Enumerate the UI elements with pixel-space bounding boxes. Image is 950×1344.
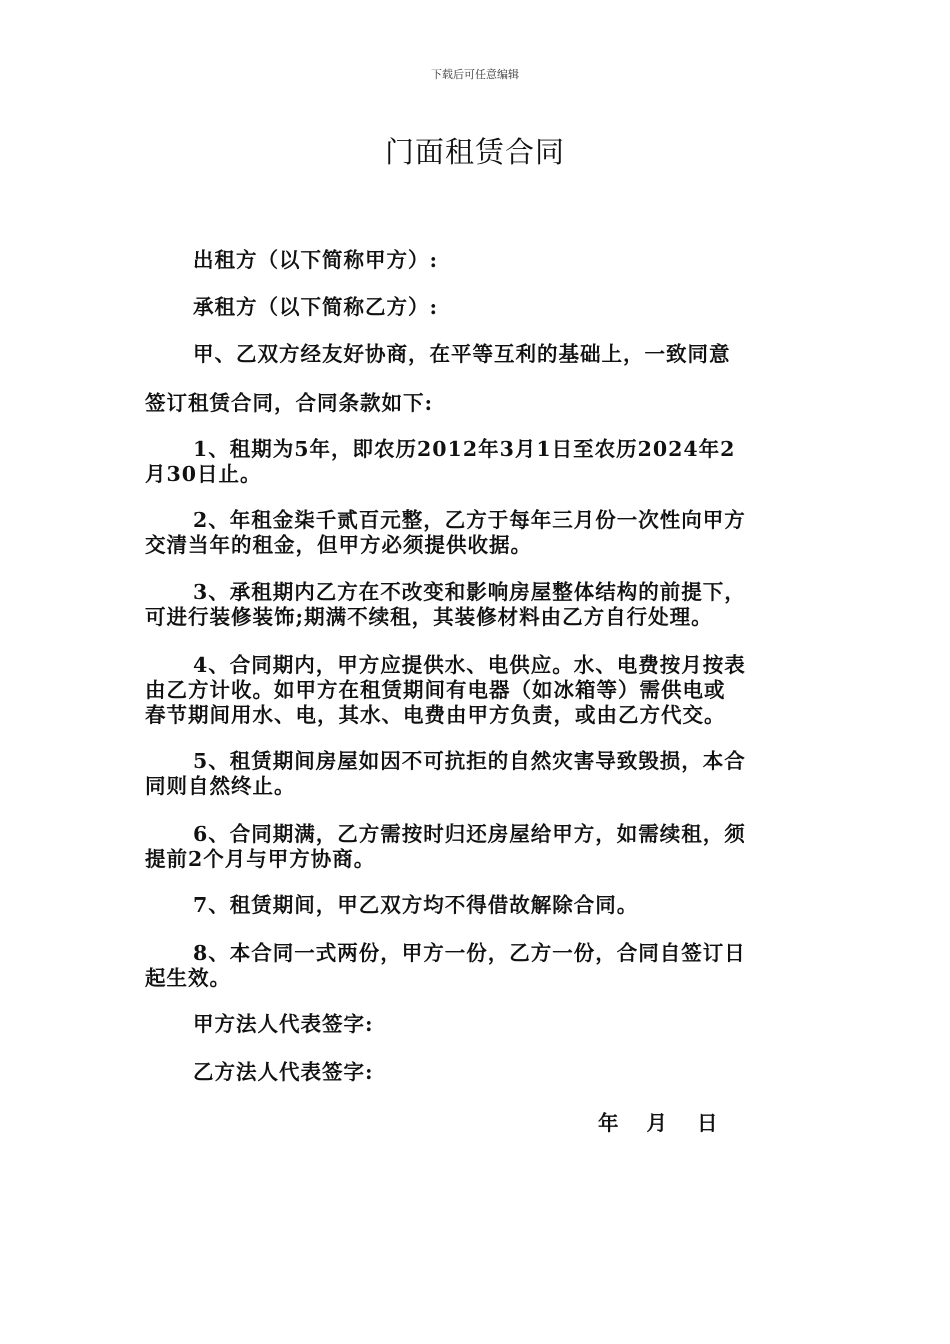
clause-1-line-2: 月30日止。 (145, 462, 262, 486)
clause-5-line-1: 5、租赁期间房屋如因不可抗拒的自然灾害导致毁损，本合 (193, 749, 746, 773)
signature-party-b-label: 乙方法人代表签字: (193, 1060, 374, 1084)
clause-2-line-2: 交清当年的租金，但甲方必须提供收据。 (145, 533, 532, 557)
signature-party-a-label: 甲方法人代表签字: (193, 1012, 374, 1036)
intro-paragraph (145, 342, 810, 367)
lessee-text: 承租方（以下简称乙方）: (193, 295, 439, 319)
intro-line-1: 甲、乙双方经友好协商，在平等互利的基础上，一致同意 (193, 342, 731, 366)
lessor-text: 出租方（以下简称甲方）: (193, 248, 439, 272)
date-day: 日 (697, 1111, 718, 1135)
clause-1-line-1: 1、租期为5年，即农历2012年3月1日至农历2024年2 (193, 437, 736, 461)
clause-2 (145, 508, 810, 558)
clause-5-line-2: 同则自然终止。 (145, 774, 296, 798)
header-note: 下载后可任意编辑 (431, 68, 519, 81)
clause-3-line-2: 可进行装修装饰;期满不续租，其装修材料由乙方自行处理。 (145, 605, 713, 629)
intro-line-2: 签订租赁合同，合同条款如下: (145, 391, 434, 415)
clause-4 (145, 653, 810, 728)
intro-paragraph-cont (145, 391, 810, 416)
clause-6 (145, 822, 810, 872)
clause-4-line-1: 4、合同期内，甲方应提供水、电供应。水、电费按月按表 (193, 653, 746, 677)
clause-2-line-1: 2、年租金柒千贰百元整，乙方于每年三月份一次性向甲方 (193, 508, 746, 532)
clause-8-line-1: 8、本合同一式两份，甲方一份，乙方一份，合同自签订日 (193, 941, 746, 965)
clause-8-line-2: 起生效。 (145, 966, 231, 990)
signature-party-b (145, 1060, 810, 1085)
clause-1 (145, 437, 810, 487)
clause-4-line-2: 由乙方计收。如甲方在租赁期间有电器（如冰箱等）需供电或 (145, 678, 726, 702)
lessor-line (145, 248, 810, 273)
clause-3-line-1: 3、承租期内乙方在不改变和影响房屋整体结构的前提下， (193, 580, 746, 604)
clause-6-line-2: 提前2个月与甲方协商。 (145, 847, 376, 871)
clause-7-line-1: 7、租赁期间，甲乙双方均不得借故解除合同。 (193, 893, 639, 917)
lessee-line (145, 295, 810, 320)
signature-party-a (145, 1012, 810, 1037)
document-title: 门面租赁合同 (384, 135, 565, 169)
date-month: 月 (646, 1111, 667, 1135)
date-year: 年 (598, 1111, 619, 1135)
date-line (598, 1106, 718, 1136)
clause-5 (145, 749, 810, 799)
clause-3 (145, 580, 810, 630)
clause-4-line-3: 春节期间用水、电，其水、电费由甲方负责，或由乙方代交。 (145, 703, 726, 727)
clause-6-line-1: 6、合同期满，乙方需按时归还房屋给甲方，如需续租，须 (193, 822, 746, 846)
clause-7 (145, 893, 810, 918)
clause-8 (145, 941, 810, 991)
